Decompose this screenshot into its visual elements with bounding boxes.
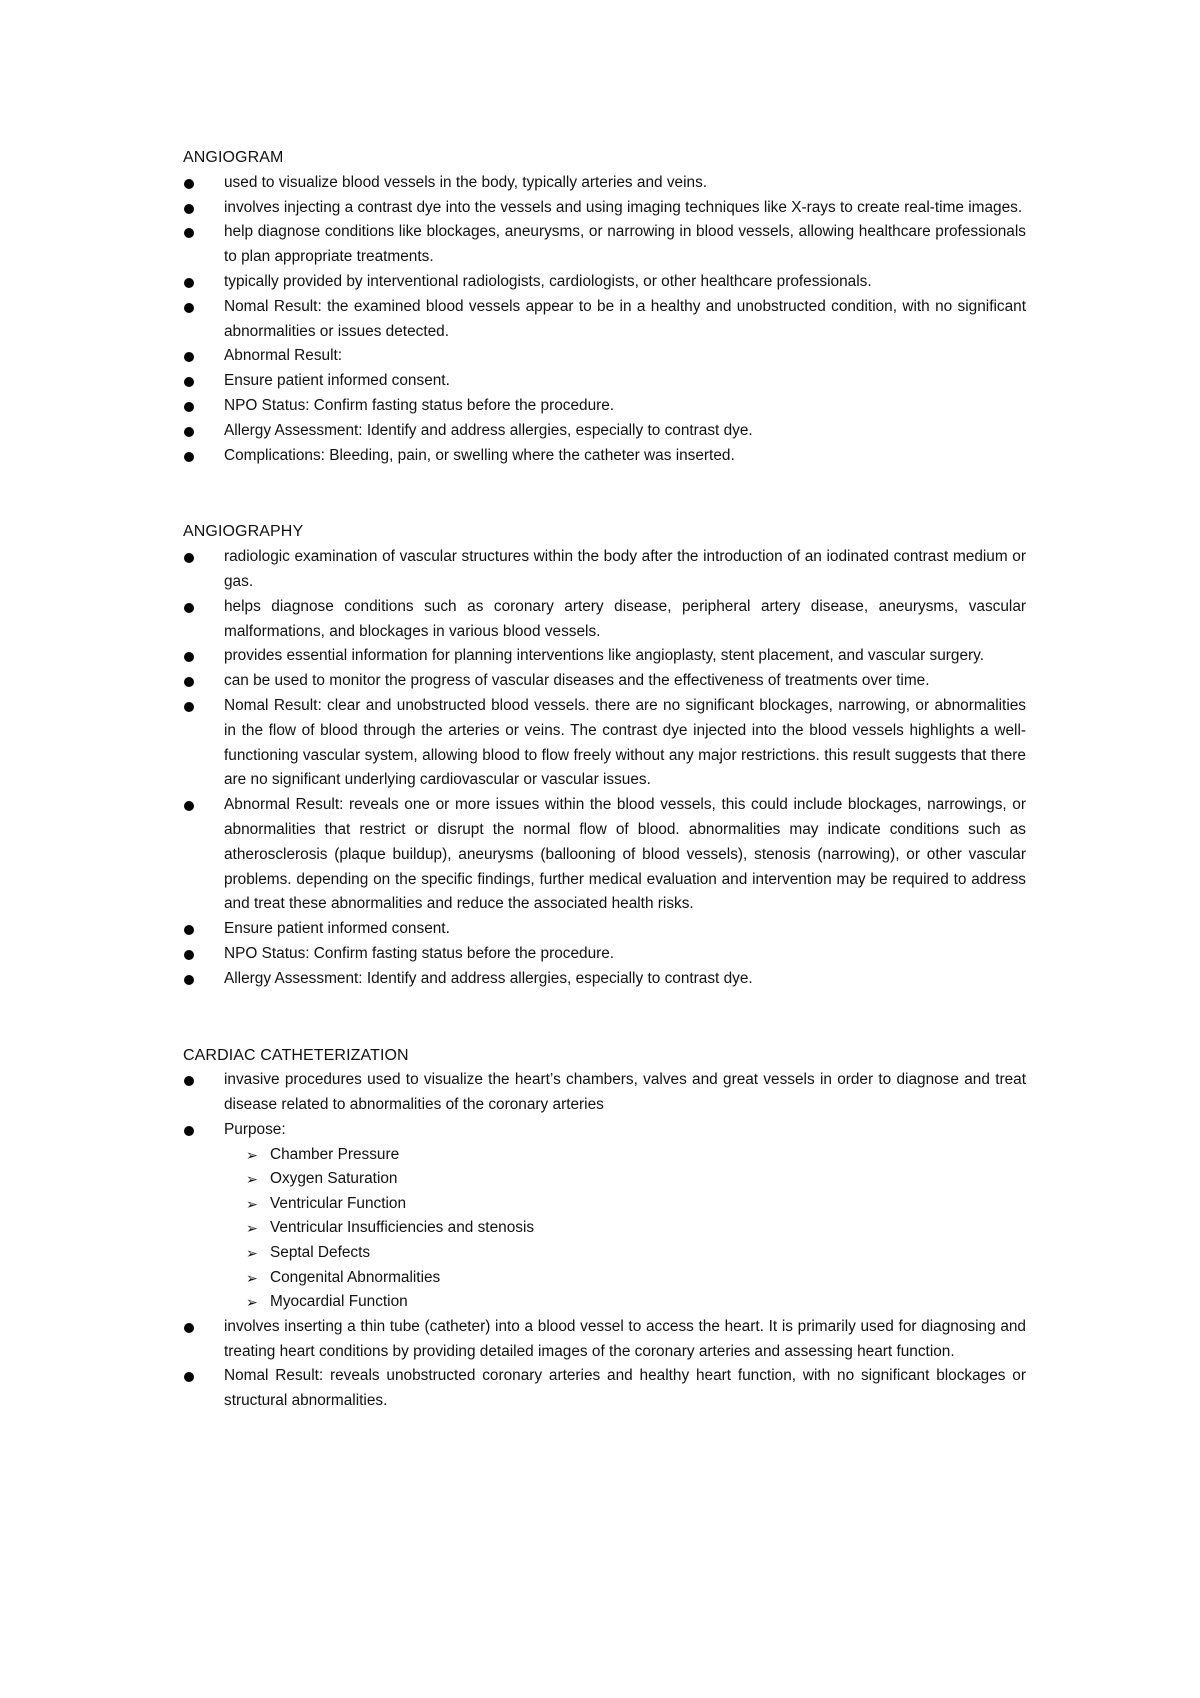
section-heading: CARDIAC CATHETERIZATION (183, 1046, 409, 1064)
sublist-item (246, 1290, 1026, 1315)
section-angiogram (183, 146, 1026, 468)
list-item-text: Abnormal Result: reveals one or more issues within the blood vessels, this could include blockages, narrowings, or abnormalities that restrict or disrupt the normal flow of blood. abnormalities may indicate conditions such as atherosclerosis (plaque buildup), aneurysms (ballooning of blood vessels), stenosis (narrowing), or other vascular problems. depending on the specific findings, further medical evaluation and intervention may be required to address and treat these abnormalities and reduce the associated health risks. (224, 796, 1026, 913)
list-item (183, 669, 1026, 694)
list-item (183, 295, 1026, 345)
arrow-bullet-icon: ➢ (246, 1220, 258, 1237)
list-item-text: Nomal Result: the examined blood vessels appear to be in a healthy and unobstructed condition, with no significant abnormalities or issues detected. (224, 297, 1026, 340)
bullet-icon (184, 452, 194, 462)
list-item-text: Allergy Assessment: Identify and address allergies, especially to contrast dye. (224, 421, 753, 439)
purpose-label: Purpose: (224, 1120, 286, 1138)
bullet-icon (184, 278, 194, 288)
bullet-icon (184, 702, 194, 712)
section-angiography (183, 520, 1026, 991)
sublist-item-text: Ventricular Function (270, 1194, 407, 1212)
list-item-text: Abnormal Result: (224, 347, 343, 365)
sublist-item (246, 1143, 1026, 1168)
sublist-item (246, 1192, 1026, 1217)
list-item (183, 644, 1026, 669)
document-page (183, 146, 1026, 1414)
sublist-item (246, 1266, 1026, 1291)
purpose-sublist (183, 1143, 1026, 1315)
list-item (183, 917, 1026, 942)
list-item (183, 394, 1026, 419)
bullet-icon (184, 1076, 194, 1086)
list-item-text: radiologic examination of vascular structures within the body after the introduction of an iodinated contrast medium or gas. (224, 548, 1026, 590)
bullet-icon (184, 228, 194, 238)
sublist-item-text: Septal Defects (270, 1244, 371, 1262)
list-item-text: Complications: Bleeding, pain, or swelling where the catheter was inserted. (224, 446, 735, 464)
list-item-text: provides essential information for planning interventions like angioplasty, stent placement, and vascular surgery. (224, 647, 984, 665)
list-item-text: can be used to monitor the progress of vascular diseases and the effectiveness of treatments over time. (224, 672, 930, 690)
bullet-icon (184, 603, 194, 613)
sublist-item-text: Congenital Abnormalities (270, 1268, 441, 1286)
section-heading: ANGIOGRAPHY (183, 523, 304, 541)
bullet-icon (184, 204, 194, 214)
list-item (183, 1068, 1026, 1118)
bullet-icon (184, 677, 194, 687)
list-item (183, 419, 1026, 444)
list-item (183, 220, 1026, 270)
sublist-item-text: Myocardial Function (270, 1293, 408, 1311)
list-item-text: help diagnose conditions like blockages, aneurysms, or narrowing in blood vessels, allowing healthcare professionals to plan appropriate treatments. (224, 223, 1026, 266)
section-cardiac-catheterization (183, 1044, 1026, 1415)
list-item (183, 270, 1026, 295)
list-item-text: NPO Status: Confirm fasting status before the procedure. (224, 396, 615, 414)
list-item (183, 595, 1026, 645)
bullet-list (183, 1068, 1026, 1142)
bullet-icon (184, 1323, 194, 1333)
bullet-list (183, 171, 1026, 469)
list-item (183, 1364, 1026, 1414)
list-item (183, 967, 1026, 992)
arrow-bullet-icon: ➢ (246, 1269, 258, 1286)
list-item (183, 694, 1026, 793)
list-item-text: Nomal Result: clear and unobstructed blood vessels. there are no significant blockages, narrowing, or abnormalities in the flow of blood through the arteries or veins. The contrast dye injected into the blood vessels highlights a well-functioning vascular system, allowing blood to flow freely without any major restrictions. this result suggests that there are no significant underlying cardiovascular or vascular issues. (224, 696, 1026, 789)
list-item (183, 793, 1026, 917)
bullet-icon (184, 553, 194, 563)
arrow-bullet-icon: ➢ (246, 1171, 258, 1188)
list-item (183, 171, 1026, 196)
bullet-list (183, 1315, 1026, 1414)
bullet-list (183, 545, 1026, 991)
list-item (183, 344, 1026, 369)
sublist-item (246, 1241, 1026, 1266)
list-item-text: NPO Status: Confirm fasting status before the procedure. (224, 944, 615, 962)
bullet-icon (184, 975, 194, 985)
list-item-purpose (183, 1118, 1026, 1143)
bullet-icon (184, 1126, 194, 1136)
bullet-icon (184, 1372, 194, 1382)
list-item (183, 545, 1026, 595)
bullet-icon (184, 377, 194, 387)
bullet-icon (184, 925, 194, 935)
bullet-icon (184, 303, 194, 313)
bullet-icon (184, 352, 194, 362)
sublist-item-text: Chamber Pressure (270, 1145, 400, 1163)
list-item-text: Nomal Result: reveals unobstructed coronary arteries and healthy heart function, with no significant blockages or structural abnormalities. (224, 1367, 1026, 1410)
list-item-text: Ensure patient informed consent. (224, 920, 450, 938)
bullet-icon (184, 950, 194, 960)
section-heading: ANGIOGRAM (183, 149, 284, 166)
bullet-icon (184, 179, 194, 189)
list-item-text: Ensure patient informed consent. (224, 372, 450, 390)
sublist-item-text: Oxygen Saturation (270, 1170, 398, 1188)
list-item (183, 369, 1026, 394)
sublist-item-text: Ventricular Insufficiencies and stenosis (270, 1219, 535, 1237)
list-item (183, 444, 1026, 469)
bullet-icon (184, 402, 194, 412)
sublist-item (246, 1216, 1026, 1241)
list-item-text: used to visualize blood vessels in the body, typically arteries and veins. (224, 173, 708, 191)
list-item-text: helps diagnose conditions such as coronary artery disease, peripheral artery disease, aneurysms, vascular malformations, and blockages in various blood vessels. (224, 597, 1026, 640)
bullet-icon (184, 652, 194, 662)
list-item-text: invasive procedures used to visualize the heart’s chambers, valves and great vessels in order to diagnose and treat disease related to abnormalities of the coronary arteries (224, 1071, 1026, 1114)
list-item (183, 942, 1026, 967)
bullet-icon (184, 427, 194, 437)
arrow-bullet-icon: ➢ (246, 1195, 258, 1212)
list-item-text: involves inserting a thin tube (catheter) into a blood vessel to access the heart. It is primarily used for diagnosing and treating heart conditions by providing detailed images of the coronary arteries and assessing heart function. (224, 1317, 1026, 1360)
bullet-icon (184, 801, 194, 811)
list-item (183, 1315, 1026, 1365)
list-item (183, 196, 1026, 221)
list-item-text: involves injecting a contrast dye into the vessels and using imaging techniques like X-rays to create real-time images. (224, 198, 1023, 216)
list-item-text: typically provided by interventional radiologists, cardiologists, or other healthcare professionals. (224, 272, 872, 290)
list-item-text: Allergy Assessment: Identify and address allergies, especially to contrast dye. (224, 969, 753, 987)
arrow-bullet-icon: ➢ (246, 1245, 258, 1262)
arrow-bullet-icon: ➢ (246, 1294, 258, 1311)
sublist-item (246, 1167, 1026, 1192)
arrow-bullet-icon: ➢ (246, 1146, 258, 1163)
